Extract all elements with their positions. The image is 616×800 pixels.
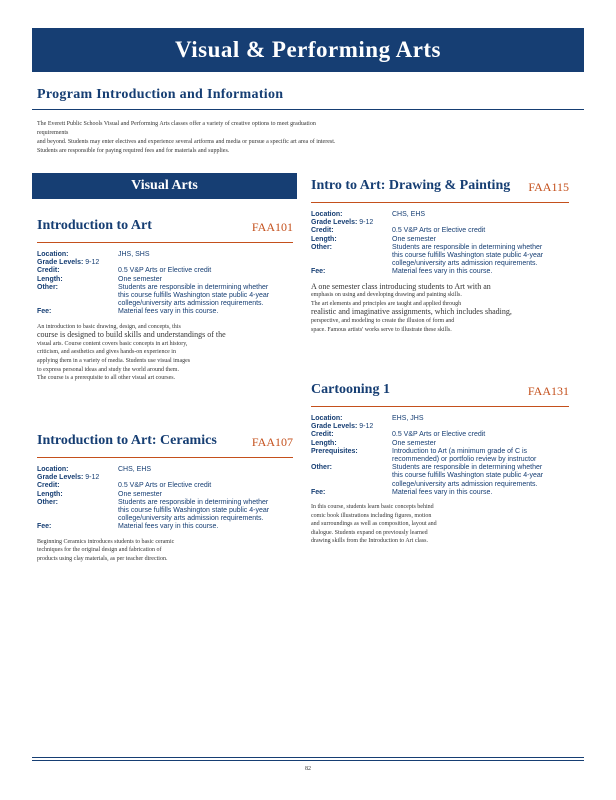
location-value: EHS, JHS xyxy=(392,415,424,422)
grade-label: Grade Levels: 9-12 xyxy=(311,219,374,227)
other-label: Other: xyxy=(311,243,332,251)
course-description: Beginning Ceramics introduces students to basic ceramic techniques for the original design and fabrication of products using clay materials, as per teacher direction. xyxy=(37,538,175,562)
location-label: Location: xyxy=(311,211,343,218)
course-code: FAA107 xyxy=(251,435,293,449)
course-title: Introduction to Art: Ceramics xyxy=(37,433,217,448)
location-value: CHS, EHS xyxy=(392,211,426,218)
fee-value: Material fees vary in this course. xyxy=(118,308,219,316)
other-value: Students are responsible in determining whether this course fulfills Washington state public 4-year college/university arts admission requirements. xyxy=(392,243,544,268)
course-rule xyxy=(311,202,569,203)
location-label: Location: xyxy=(37,251,69,258)
page-banner: Visual & Performing Arts xyxy=(32,28,584,72)
other-label: Other: xyxy=(37,498,58,506)
credit-label: Credit: xyxy=(37,482,60,490)
prereq-value: Introduction to Art (a minimum grade of C is recommended) or portfolio review by instructor xyxy=(392,447,537,464)
other-value: Students are responsible in determining whether this course fulfills Washington state public 4-year college/university arts admission requirements. xyxy=(118,498,270,523)
footer-rule xyxy=(32,757,584,758)
other-value: Students are responsible in determining whether this course fulfills Washington state public 4-year college/university arts admission requirements. xyxy=(392,464,544,488)
length-value: One semester xyxy=(392,439,436,447)
grade-value: 9-12 xyxy=(85,474,100,482)
course-code: FAA101 xyxy=(251,220,293,234)
other-label: Other: xyxy=(311,464,332,472)
credit-value: 0.5 V&P Arts or Elective credit xyxy=(392,227,486,235)
course-rule xyxy=(37,457,293,458)
location-value: JHS, SHS xyxy=(118,251,150,258)
course-title: Cartooning 1 xyxy=(311,382,390,397)
fee-label: Fee: xyxy=(37,523,52,531)
grade-label: Grade Levels: 9-12 xyxy=(311,423,374,431)
grade-label: Grade Levels: 9-12 xyxy=(37,259,100,267)
program-rule xyxy=(32,109,584,110)
length-value: One semester xyxy=(118,490,162,498)
course-drawing-painting xyxy=(311,178,569,334)
course-intro-to-art-ceramics xyxy=(37,433,293,563)
course-code: FAA115 xyxy=(528,180,569,194)
course-rule xyxy=(37,242,293,243)
fee-value: Material fees vary in this course. xyxy=(392,268,493,276)
credit-value: 0.5 V&P Arts or Elective credit xyxy=(392,431,486,439)
credit-label: Credit: xyxy=(311,227,334,235)
credit-label: Credit: xyxy=(311,431,334,439)
fee-label: Fee: xyxy=(37,308,52,316)
intro-line: The Everett Public Schools Visual and Performing Arts classes offer a variety of creative options to meet graduation requirements xyxy=(37,121,316,136)
length-label: Length: xyxy=(311,235,337,243)
course-info xyxy=(311,211,569,277)
footer-rule xyxy=(32,760,584,761)
fee-label: Fee: xyxy=(311,268,326,276)
fee-value: Material fees vary in this course. xyxy=(392,488,493,496)
credit-label: Credit: xyxy=(37,267,60,275)
page-number: 82 xyxy=(305,766,311,772)
length-label: Length: xyxy=(37,275,63,283)
credit-value: 0.5 V&P Arts or Elective credit xyxy=(118,482,212,490)
fee-label: Fee: xyxy=(311,488,326,496)
grade-value: 9-12 xyxy=(359,423,374,431)
course-description: A one semester class introducing students to Art with an emphasis on using and developing drawing and painting skills. The art elements and principles are taught and applied through realistic and imaginative assignments, which includes shading, perspective, and modeling to create the illusion of form and space. Famous artists' works serve to illustrate these skills. xyxy=(311,281,512,333)
program-intro xyxy=(37,120,337,156)
course-cartooning-1 xyxy=(311,382,569,546)
course-rule xyxy=(311,406,569,407)
visual-arts-header: Visual Arts xyxy=(32,173,297,199)
length-label: Length: xyxy=(37,490,63,498)
length-label: Length: xyxy=(311,439,337,447)
other-label: Other: xyxy=(37,283,58,291)
location-label: Location: xyxy=(311,415,343,422)
course-intro-to-art xyxy=(37,218,293,383)
grade-value: 9-12 xyxy=(85,259,100,267)
credit-value: 0.5 V&P Arts or Elective credit xyxy=(118,267,212,275)
course-code: FAA131 xyxy=(527,384,569,398)
course-title: Intro to Art: Drawing & Painting xyxy=(311,178,511,193)
course-info xyxy=(311,415,569,497)
course-description: In this course, students learn basic concepts behind comic book illustrations including figures, motion and surroundings as well as composition, layout and dialogue. Students expand on previously learned drawing skills from the Introduction to Art class. xyxy=(311,504,437,545)
grade-label: Grade Levels: 9-12 xyxy=(37,474,100,482)
location-value: CHS, EHS xyxy=(118,466,152,473)
intro-line: and beyond. Students may enter electives and experience several artforms and media or pursue a specific art area of interest. xyxy=(37,139,336,145)
prereq-label: Prerequisites: xyxy=(311,447,358,455)
grade-value: 9-12 xyxy=(359,219,374,227)
length-value: One semester xyxy=(392,235,436,243)
fee-value: Material fees vary in this course. xyxy=(118,523,219,531)
other-value: Students are responsible in determining whether this course fulfills Washington state public 4-year college/university arts admission requirements. xyxy=(118,283,270,308)
course-description: An introduction to basic drawing, design, and concepts, this course is designed to build skills and understandings of the visual arts. Course content covers basic concepts in art history, criticism, and aesthetics and gives hands-on experience in applying them in a variety of media. Students use visual images to express personal ideas and study the world around them. The course is a prerequisite to all other visual art courses. xyxy=(37,323,226,382)
location-label: Location: xyxy=(37,466,69,473)
program-title: Program Introduction and Information xyxy=(37,87,284,102)
course-info xyxy=(37,251,293,317)
course-info xyxy=(37,466,293,532)
intro-line: Students are responsible for paying required fees and for materials and supplies. xyxy=(37,148,230,154)
course-title: Introduction to Art xyxy=(37,218,152,233)
length-value: One semester xyxy=(118,275,162,283)
